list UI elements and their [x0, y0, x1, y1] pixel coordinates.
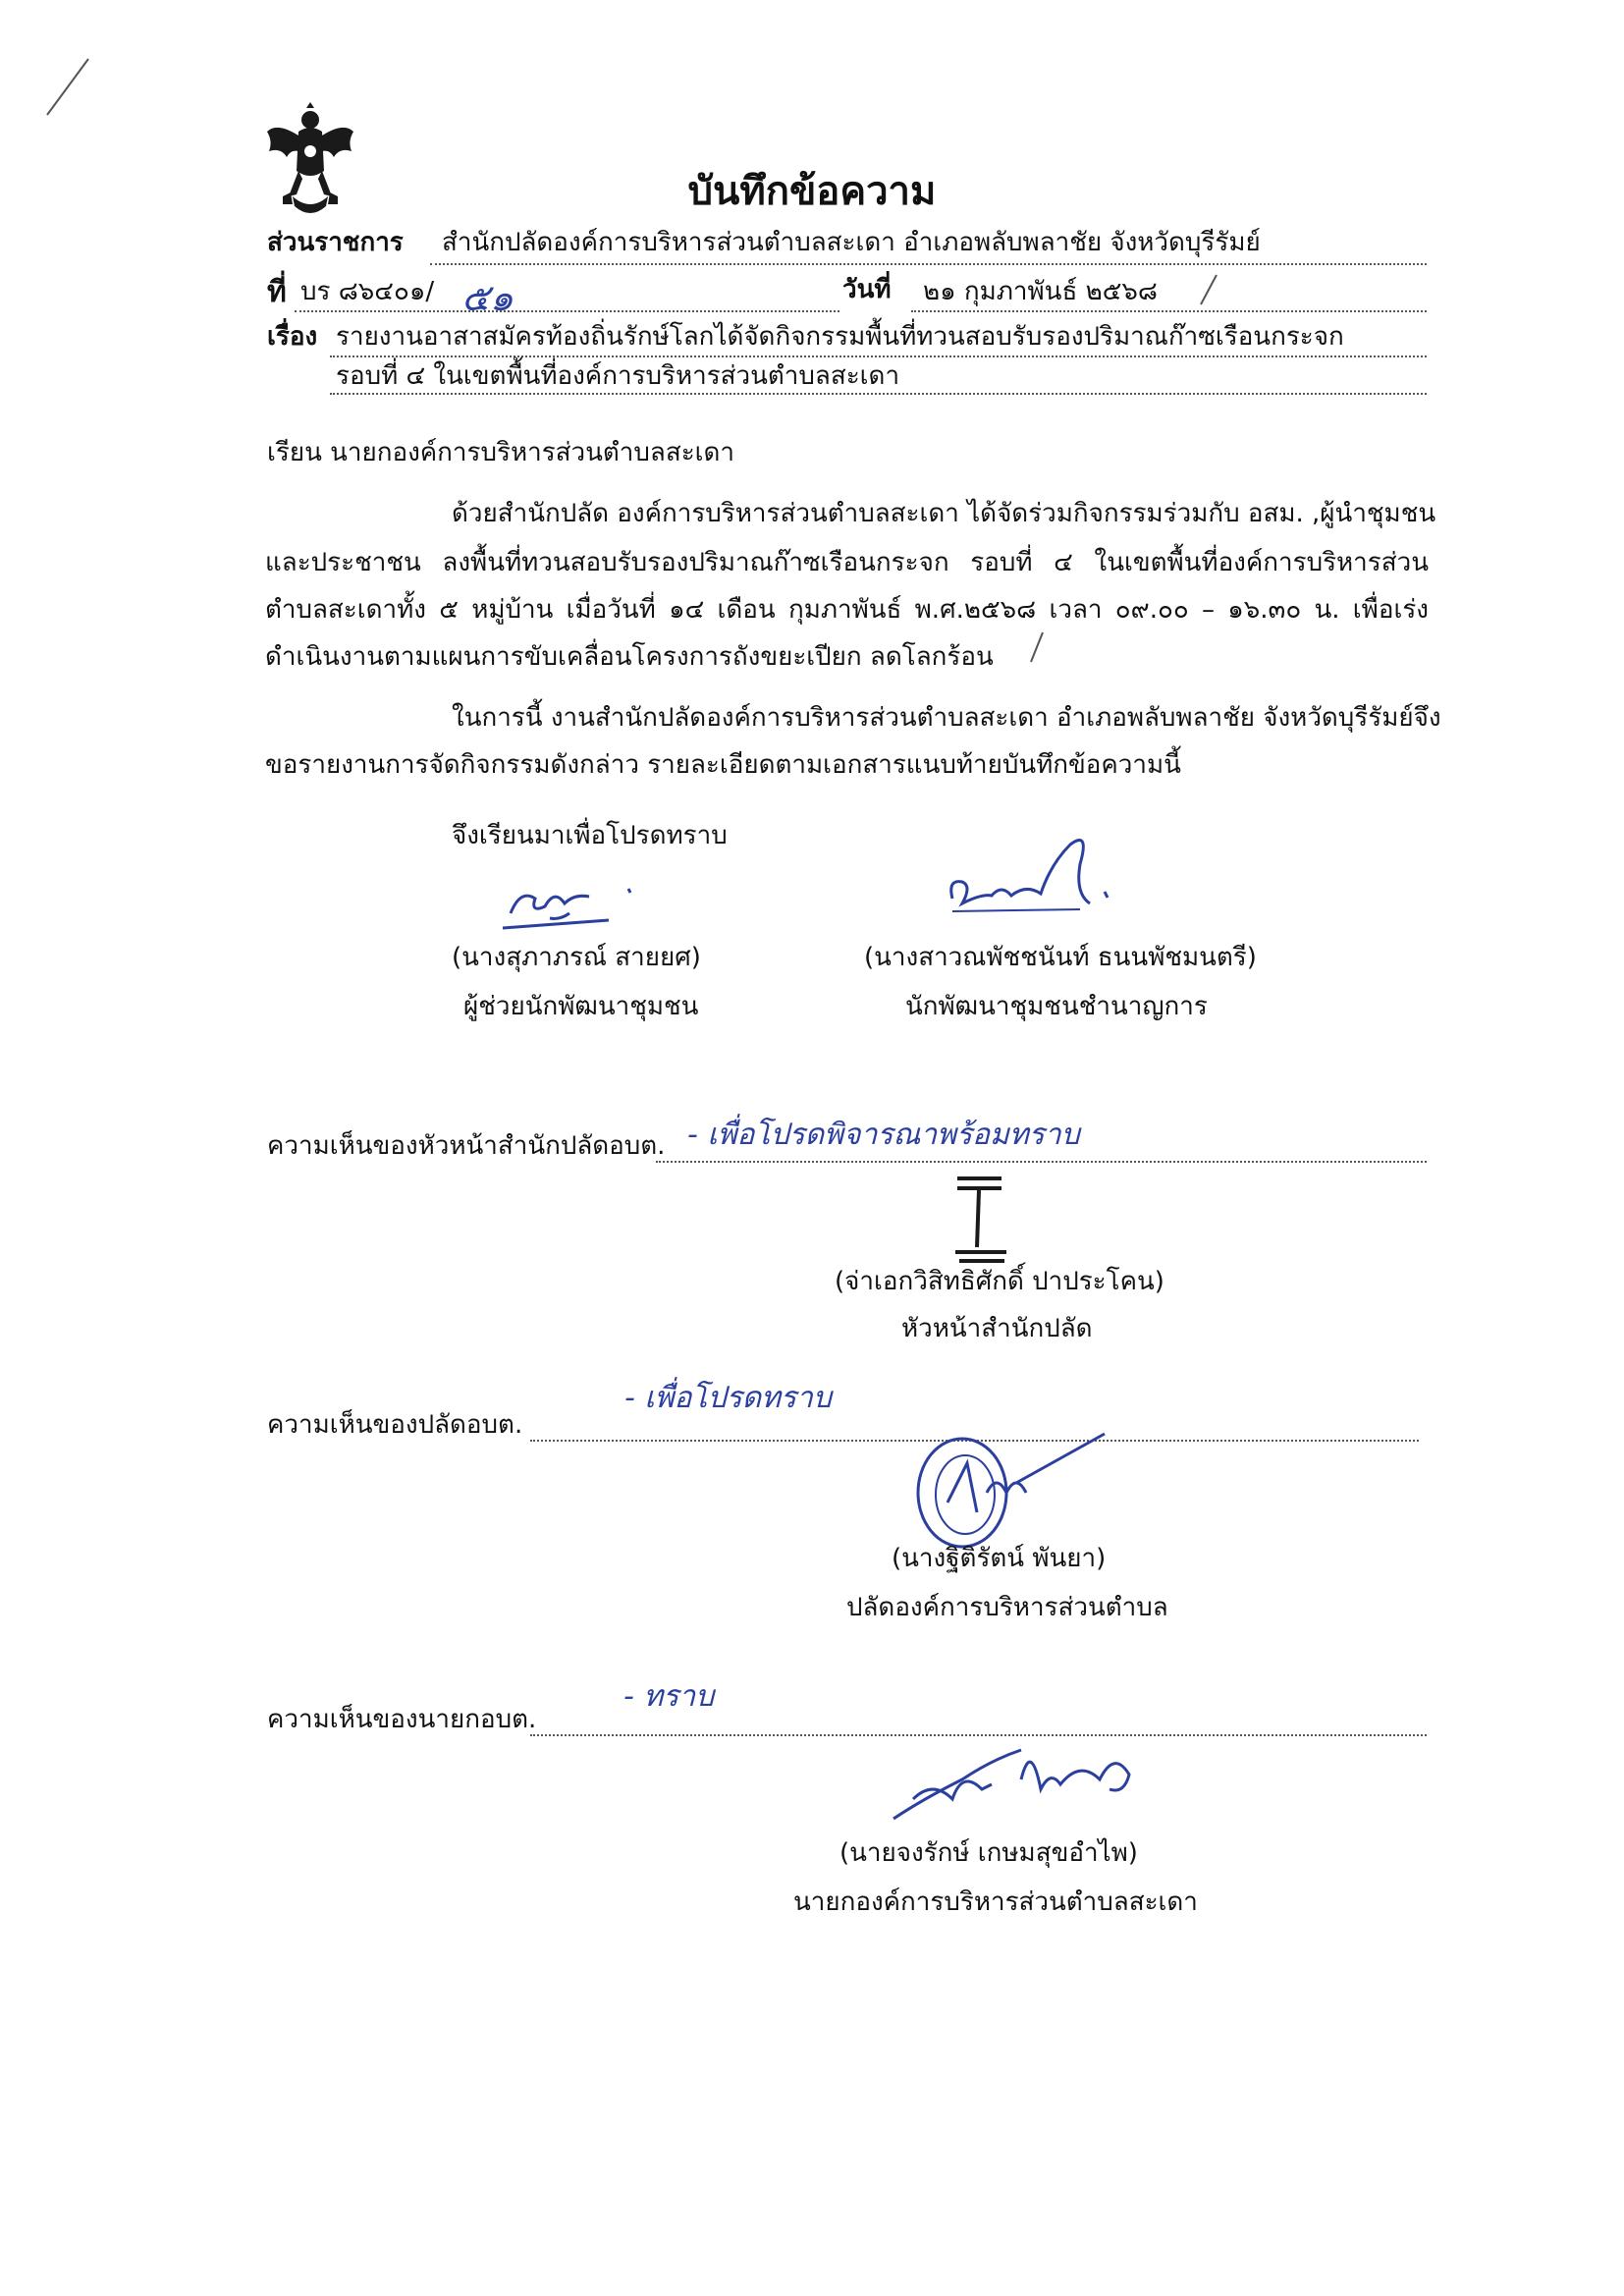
agency-dotted-line — [430, 263, 1427, 265]
right-signer-name: (นางสาวณพัชชนันท์ ธนนพัชมนตรี) — [864, 943, 1257, 972]
signature-head-office — [947, 1169, 1016, 1267]
chief-admin-signer-name: (นางฐิติรัตน์ พันยา) — [892, 1544, 1107, 1573]
para1-line-1: ด้วยสำนักปลัด องค์การบริหารส่วนตำบลสะเดา ได้จัดร่วมกิจกรรมร่วมกับ อสม. ,ผู้นำชุมชน — [452, 499, 1436, 528]
pen-check-mark-date — [1193, 271, 1222, 310]
salutation: เรียน นายกองค์การบริหารส่วนตำบลสะเดา — [267, 438, 735, 467]
subject-line-1: รายงานอาสาสมัครท้องถิ่นรักษ์โลกได้จัดกิจกรรมพื้นที่ทวนสอบรับรองปริมาณก๊าซเรือนกระจก — [336, 322, 1344, 352]
closing-line: จึงเรียนมาเพื่อโปรดทราบ — [452, 821, 728, 850]
para1-line-3: ตำบลสะเดาทั้ง ๕ หมู่บ้าน เมื่อวันที่ ๑๔ เดือน กุมภาพันธ์ พ.ศ.๒๕๖๘ เวลา ๐๙.๐๐ – ๑๖.๓๐ น. เพื่อเร่ง — [265, 595, 1429, 625]
agency-label: ส่วนราชการ — [267, 228, 404, 257]
opinion-mayor-dotted-line — [530, 1734, 1427, 1736]
mayor-signer-name: (นายจงรักษ์ เกษมสุขอำไพ) — [839, 1838, 1138, 1868]
left-signer-name: (นางสุภาภรณ์ สายยศ) — [452, 943, 701, 972]
opinion-mayor-handwritten: - ทราบ — [623, 1679, 715, 1714]
opinion-head-office-handwritten: - เพื่อโปรดพิจารณาพร้อมทราบ — [687, 1118, 1080, 1152]
para1-line-2: และประชาชน ลงพื้นที่ทวนสอบรับรองปริมาณก๊าซเรือนกระจก รอบที่ ๔ ในเขตพื้นที่องค์การบริหารส่วน — [265, 548, 1429, 577]
subject-line-2: รอบที่ ๔ ในเขตพื้นที่องค์การบริหารส่วนตำบลสะเดา — [336, 361, 900, 391]
pen-check-mark — [1021, 629, 1051, 668]
right-signer-position: นักพัฒนาชุมชนชำนาญการ — [905, 992, 1208, 1021]
ref-dotted-line — [295, 310, 839, 312]
subject-dotted-line-1 — [330, 355, 1427, 357]
signature-left — [491, 869, 658, 938]
para2-line-2: ขอรายงานการจัดกิจกรรมดังกล่าว รายละเอียดตามเอกสารแนบท้ายบันทึกข้อความนี้ — [265, 750, 1181, 780]
opinion-head-office-dotted-line — [656, 1161, 1427, 1163]
mayor-signer-position: นายกองค์การบริหารส่วนตำบลสะเดา — [793, 1887, 1198, 1917]
head-office-signer-position: หัวหน้าสำนักปลัด — [901, 1314, 1093, 1343]
head-office-signer-name: (จ่าเอกวิสิทธิศักดิ์ ปาประโคน) — [835, 1267, 1164, 1296]
para2-line-1: ในการนี้ งานสำนักปลัดองค์การบริหารส่วนตำบลสะเดา อำเภอพลับพลาชัย จังหวัดบุรีรัมย์จึง — [452, 703, 1441, 733]
opinion-chief-admin-label: ความเห็นของปลัดอบต. — [267, 1410, 523, 1440]
signature-chief-admin — [908, 1424, 1124, 1561]
agency-value: สำนักปลัดองค์การบริหารส่วนตำบลสะเดา อำเภอพลับพลาชัย จังหวัดบุรีรัมย์ — [442, 228, 1261, 257]
ref-label: ที่ — [267, 275, 287, 309]
subject-dotted-line-2 — [330, 393, 1427, 395]
opinion-chief-admin-dotted-line — [530, 1440, 1419, 1442]
ref-value: บร ๘๖๔๐๑/ — [300, 277, 435, 306]
opinion-chief-admin-handwritten: - เพื่อโปรดทราบ — [624, 1381, 832, 1415]
opinion-mayor-label: ความเห็นของนายกอบต. — [267, 1705, 537, 1734]
signature-right — [933, 825, 1129, 938]
para1-line-4: ดำเนินงานตามแผนการขับเคลื่อนโครงการถังขยะเปียก ลดโลกร้อน — [265, 642, 994, 672]
document-title: บันทึกข้อความ — [687, 169, 937, 214]
subject-label: เรื่อง — [267, 322, 318, 352]
pen-mark — [39, 54, 98, 123]
date-dotted-line — [911, 310, 1427, 312]
date-label: วันที่ — [842, 275, 892, 304]
signature-mayor — [884, 1730, 1178, 1838]
left-signer-position: ผู้ช่วยนักพัฒนาชุมชน — [463, 992, 699, 1021]
date-value: ๒๑ กุมภาพันธ์ ๒๕๖๘ — [923, 277, 1158, 306]
opinion-head-office-label: ความเห็นของหัวหน้าสำนักปลัดอบต. — [267, 1131, 666, 1161]
chief-admin-signer-position: ปลัดองค์การบริหารส่วนตำบล — [846, 1593, 1168, 1622]
ref-handwritten-number: ๕๑ — [461, 276, 514, 319]
